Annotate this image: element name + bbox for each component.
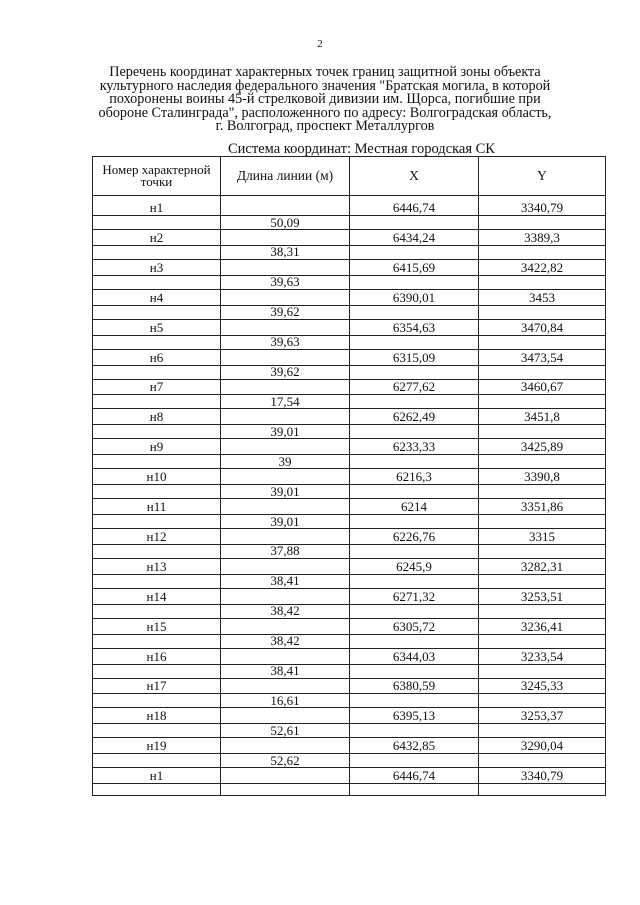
row-underline	[93, 335, 605, 336]
row-underline	[93, 454, 605, 455]
point-id: н11	[146, 499, 167, 514]
row-underline	[93, 723, 605, 724]
line-length-value: 38,42	[270, 633, 300, 649]
x-value: 6214	[401, 499, 427, 514]
row-underline	[93, 783, 605, 784]
line-length-value: 39,63	[270, 334, 300, 350]
point-id: н12	[146, 528, 167, 544]
row-underline	[93, 275, 605, 276]
coordinate-system-label: Система координат: Местная городская СК	[228, 141, 495, 157]
length-underline	[93, 379, 605, 380]
row-underline	[93, 544, 605, 545]
header-x: X	[409, 168, 419, 183]
line-length-value: 38,42	[270, 603, 300, 619]
point-id: н6	[149, 349, 164, 365]
length-underline	[93, 558, 605, 559]
row-underline	[93, 634, 605, 635]
y-value: 3389,3	[524, 229, 560, 245]
line-length-value: 39,01	[270, 423, 300, 439]
point-id: н5	[149, 319, 164, 335]
length-underline	[93, 498, 605, 499]
row-underline	[93, 215, 605, 216]
x-value: 6395,13	[392, 708, 436, 724]
y-value: 3253,51	[520, 588, 564, 604]
line-length-value: 37,88	[270, 543, 300, 559]
length-underline	[93, 528, 605, 529]
line-length-value: 52,61	[270, 722, 300, 738]
line-length-value: 38,41	[270, 573, 300, 589]
row-underline	[93, 604, 605, 605]
line-length-value: 39,01	[270, 513, 300, 529]
point-id: н10	[146, 469, 167, 485]
line-length-value: 38,31	[270, 244, 300, 260]
length-underline	[93, 648, 605, 649]
point-id: н8	[149, 409, 164, 425]
point-id: н15	[146, 618, 167, 634]
point-id: н18	[146, 708, 167, 724]
x-value: 6305,72	[392, 618, 436, 634]
point-id: н14	[146, 588, 167, 604]
line-length-value: 39,63	[270, 274, 300, 290]
y-value: 3422,82	[520, 259, 564, 275]
point-id: н4	[149, 289, 164, 305]
page-number: 2	[317, 38, 323, 50]
title-line: культурного наследия федерального значения "Братская могила, в которой	[99, 77, 551, 94]
x-value: 6344,03	[392, 648, 436, 664]
length-underline	[93, 588, 605, 589]
x-value: 6216,3	[396, 469, 432, 485]
point-id: н19	[146, 738, 167, 754]
length-underline	[93, 408, 605, 409]
x-value: 6226,76	[392, 528, 436, 544]
y-value: 3451,8	[524, 409, 560, 425]
length-underline	[93, 678, 605, 679]
y-value: 3253,37	[520, 708, 564, 724]
y-value: 3236,41	[520, 618, 564, 634]
point-id: н16	[146, 648, 167, 664]
line-length-value: 39,62	[270, 364, 300, 379]
y-value: 3390,8	[524, 469, 560, 485]
y-value: 3351,86	[520, 499, 564, 514]
header-y: Y	[537, 168, 547, 183]
title-line: похоронены воины 45-й стрелковой дивизии им. Щорса, погибшие при	[109, 91, 541, 108]
point-id: н7	[149, 379, 164, 395]
x-value: 6277,62	[392, 379, 436, 395]
y-value: 3282,31	[520, 558, 564, 574]
y-value: 3340,79	[520, 200, 564, 215]
x-value: 6446,74	[392, 768, 436, 784]
point-id: н9	[149, 439, 164, 455]
length-underline	[93, 618, 605, 619]
line-length-value: 38,41	[270, 663, 300, 678]
line-length-value: 39,62	[270, 304, 300, 320]
y-value: 3473,54	[520, 349, 564, 365]
row-underline	[93, 394, 605, 395]
x-value: 6262,49	[392, 409, 436, 425]
y-value: 3453	[529, 289, 555, 305]
x-value: 6390,01	[392, 289, 436, 305]
length-underline	[93, 737, 605, 738]
title-line: Перечень координат характерных точек границ защитной зоны объекта	[109, 64, 541, 80]
row-underline	[93, 424, 605, 425]
y-value: 3470,84	[520, 319, 564, 335]
x-value: 6415,69	[392, 259, 436, 275]
line-length-value: 17,54	[270, 393, 300, 409]
y-value: 3290,04	[520, 738, 564, 754]
x-value: 6432,85	[392, 738, 436, 754]
length-underline	[93, 767, 605, 768]
row-underline	[93, 693, 605, 694]
line-length-value: 39	[278, 453, 292, 469]
point-id: н13	[146, 558, 167, 574]
header-point-number: Номер характерной точки	[102, 162, 211, 189]
y-value: 3245,33	[520, 678, 564, 694]
row-underline	[93, 305, 605, 306]
row-underline	[93, 514, 605, 515]
x-value: 6446,74	[392, 200, 436, 215]
length-underline	[93, 229, 605, 230]
x-value: 6315,09	[392, 349, 436, 365]
header-line-length: Длина линии (м)	[236, 168, 334, 183]
y-value: 3460,67	[520, 379, 564, 395]
row-underline	[93, 574, 605, 575]
document-title	[80, 66, 570, 134]
y-value: 3233,54	[520, 648, 564, 664]
line-length-value: 50,09	[270, 214, 300, 230]
x-value: 6380,59	[392, 678, 436, 694]
row-underline	[93, 664, 605, 665]
length-underline	[93, 468, 605, 469]
point-id: н17	[146, 678, 167, 694]
y-value: 3315	[529, 528, 555, 544]
line-length-value: 39,01	[270, 483, 300, 499]
x-value: 6354,63	[392, 319, 436, 335]
title-line: обороне Сталинграда", расположенного по адресу: Волгоградская область,	[98, 104, 552, 121]
length-underline	[93, 319, 605, 320]
y-value: 3425,89	[520, 439, 564, 455]
x-value: 6245,9	[396, 558, 432, 574]
point-id: н2	[149, 229, 164, 245]
line-length-value: 16,61	[270, 692, 300, 708]
title-line: г. Волгоград, проспект Металлургов	[215, 118, 435, 135]
length-underline	[93, 438, 605, 439]
coordinates-table	[92, 156, 606, 796]
line-length-value: 52,62	[270, 752, 300, 768]
row-underline	[93, 484, 605, 485]
length-underline	[93, 259, 605, 260]
length-underline	[93, 349, 605, 350]
row-underline	[93, 753, 605, 754]
row-underline	[93, 365, 605, 366]
x-value: 6434,24	[392, 229, 436, 245]
header-divider	[93, 195, 605, 196]
y-value: 3340,79	[520, 768, 564, 784]
point-id: н1	[149, 768, 164, 784]
length-underline	[93, 707, 605, 708]
point-id: н1	[149, 200, 164, 215]
x-value: 6233,33	[392, 439, 436, 455]
row-underline	[93, 245, 605, 246]
length-underline	[93, 289, 605, 290]
x-value: 6271,32	[392, 588, 436, 604]
point-id: н3	[149, 259, 164, 275]
